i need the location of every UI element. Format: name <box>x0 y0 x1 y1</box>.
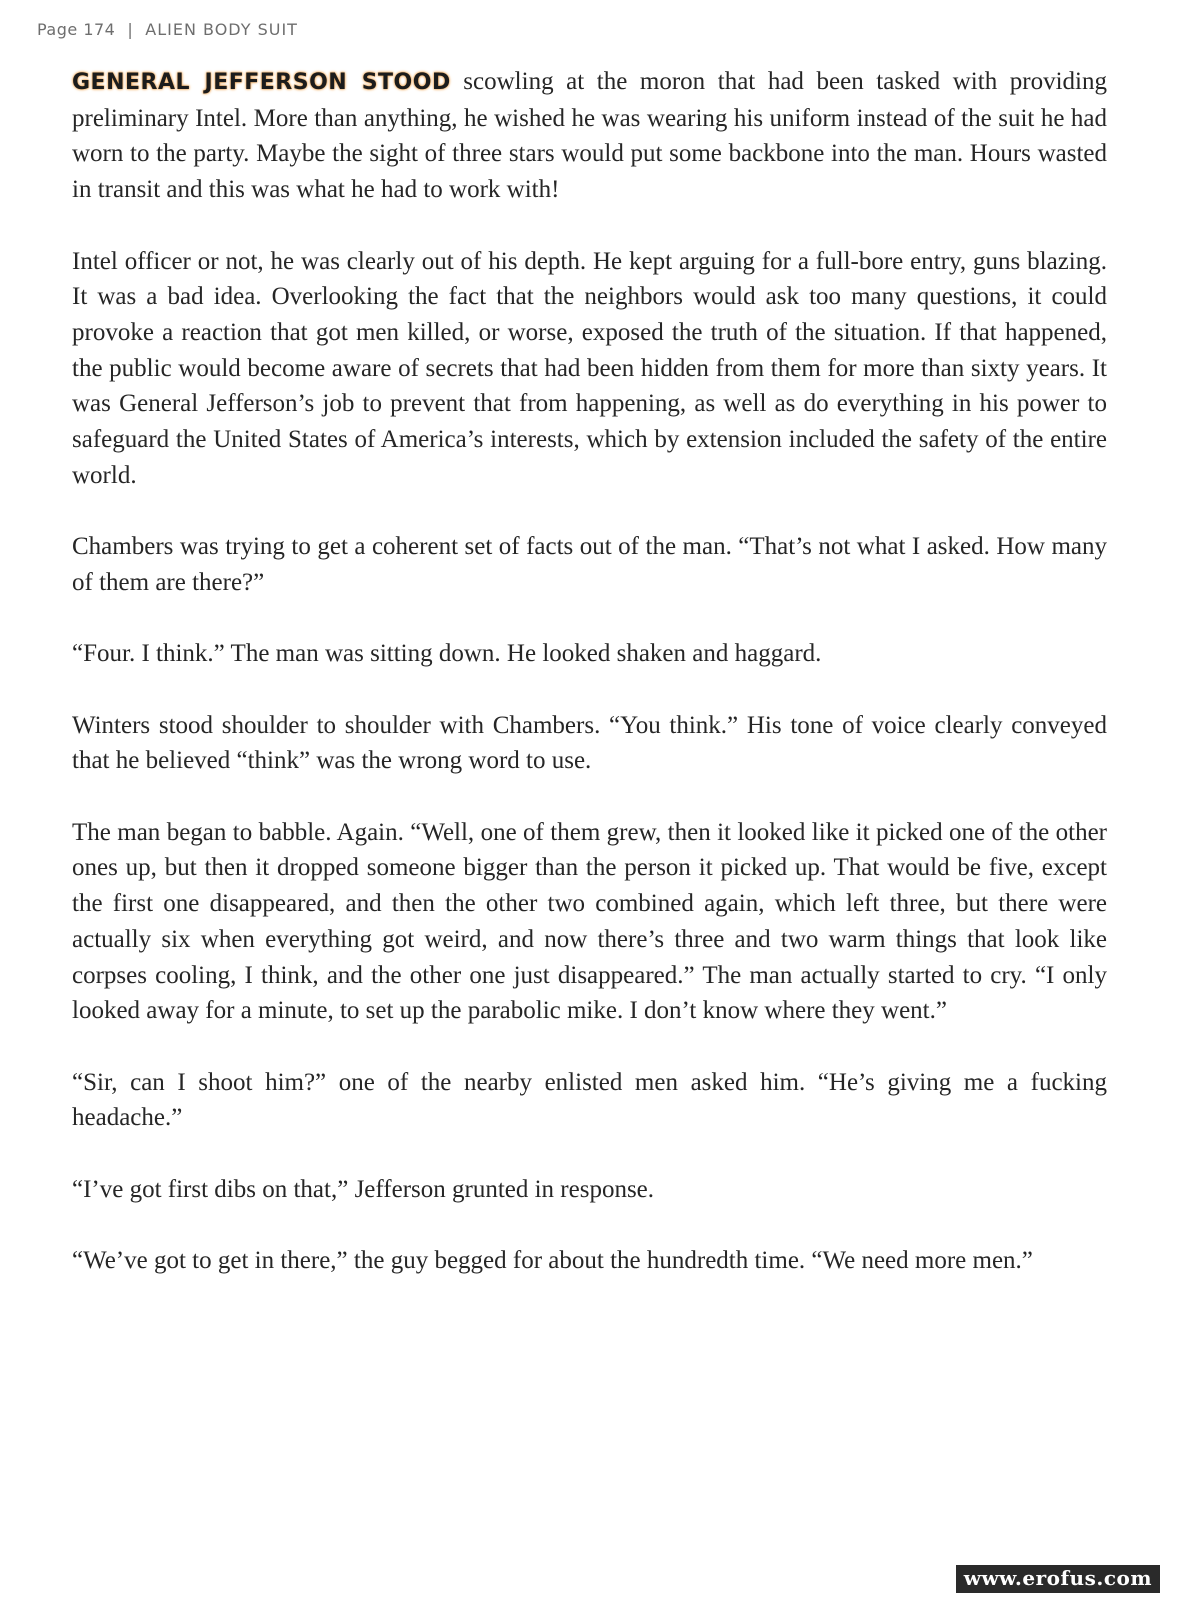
header-separator: | <box>127 20 134 39</box>
paragraph-5 <box>72 708 1107 779</box>
paragraph-text: Intel officer or not, he was clearly out of his depth. He kept arguing for a full-bore entry, guns blazing. It was a bad idea. Overlooking the fact that the neighbors would ask too many questions, it could provoke a reaction that got men killed, or worse, exposed the truth of the situation. If that happened, the public would become aware of secrets that had been hidden from them for more than sixty years. It was General Jefferson’s job to prevent that from happening, as well as do everything in his power to safeguard the United States of America’s interests, which by extension included the safety of the entire world. <box>72 247 1107 489</box>
paragraph-3 <box>72 529 1107 600</box>
paragraph-text: “We’ve got to get in there,” the guy begged for about the hundredth time. “We need more men.” <box>72 1247 1033 1275</box>
paragraph-lead-in: GENERAL JEFFERSON STOOD <box>72 70 451 95</box>
paragraph-text: “Four. I think.” The man was sitting down. He looked shaken and haggard. <box>72 640 822 668</box>
paragraph-6 <box>72 815 1107 1029</box>
page-number: Page 174 <box>37 20 116 39</box>
paragraph-text: Chambers was trying to get a coherent set of facts out of the man. “That’s not what I asked. How many of them are there?” <box>72 533 1107 596</box>
paragraph-1 <box>72 64 1107 208</box>
paragraph-9 <box>72 1243 1107 1279</box>
chapter-body <box>72 64 1107 1314</box>
paragraph-text: Winters stood shoulder to shoulder with Chambers. “You think.” His tone of voice clearly conveyed that he believed “think” was the wrong word to use. <box>72 711 1107 775</box>
running-header <box>37 20 298 39</box>
paragraph-text: scowling at the moron that had been tasked with providing preliminary Intel. More than anything, he wished he was wearing his uniform instead of the suit he had worn to the party. Maybe the sight of three stars would put some backbone into the man. Hours wasted in transit and this was what he had to work with! <box>72 68 1107 204</box>
paragraph-text: The man began to babble. Again. “Well, one of them grew, then it looked like it picked one of the other ones up, but then it dropped someone bigger than the person it picked up. That would be five, except the first one disappeared, and then the other two combined again, which left three, but there were actually six when everything got weird, and now there’s three and two warm things that look like corpses cooling, I think, and the other one just disappeared.” The man actually started to cry. “I only looked away for a minute, to set up the parabolic mike. I don’t know where they went.” <box>72 818 1107 1025</box>
book-title: ALIEN BODY SUIT <box>145 20 298 39</box>
paragraph-4 <box>72 636 1107 672</box>
paragraph-2 <box>72 244 1107 494</box>
site-watermark: www.erofus.com <box>956 1565 1160 1593</box>
paragraph-text: “Sir, can I shoot him?” one of the nearby enlisted men asked him. “He’s giving me a fucking headache.” <box>72 1068 1107 1132</box>
paragraph-text: “I’ve got first dibs on that,” Jefferson grunted in response. <box>72 1175 655 1203</box>
paragraph-8 <box>72 1172 1107 1208</box>
paragraph-7 <box>72 1065 1107 1136</box>
